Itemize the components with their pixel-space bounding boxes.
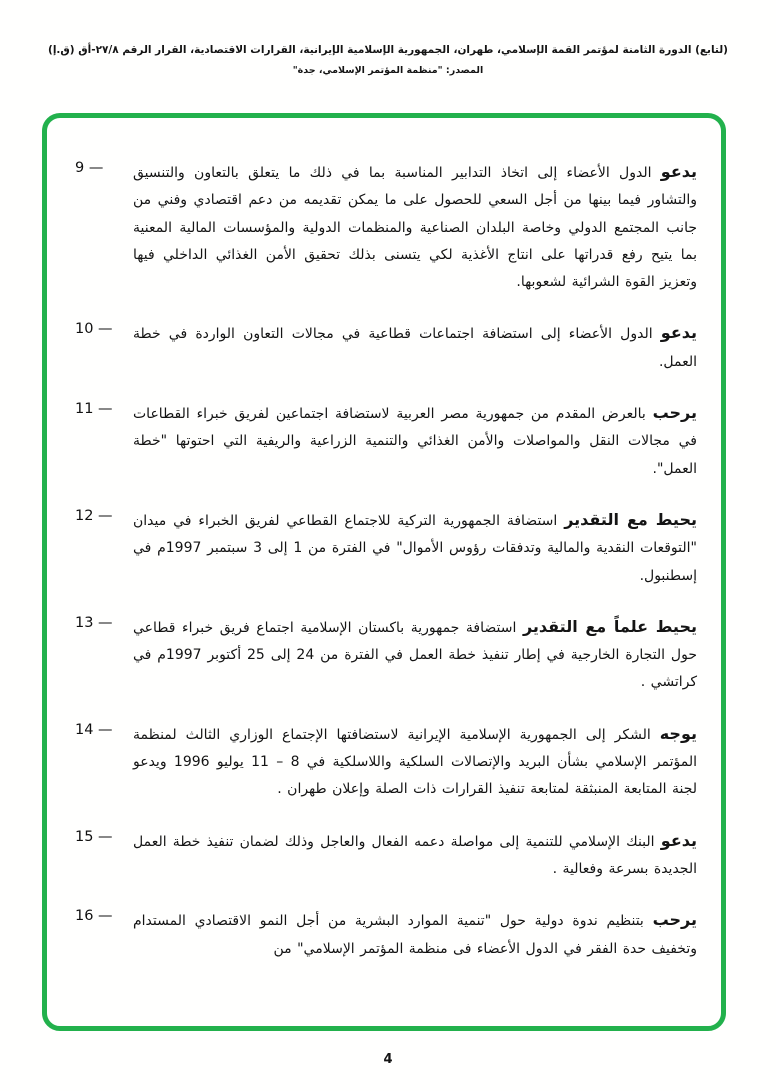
item-text: [133, 504, 697, 590]
list-item: [75, 397, 697, 483]
header-source-line: المصدر: "منظمة المؤتمر الإسلامي، جدة": [292, 65, 484, 76]
item-lead: يرحب: [652, 910, 697, 930]
item-body: بتنظيم ندوة دولية حول "تنمية الموارد البشرية من أجل النمو الاقتصادي المستدام وتخفيف حدة الفقر في الدول الأعضاء فى منظمة المؤتمر الإسلامي" من: [133, 913, 697, 957]
resolution-border-frame: [42, 113, 726, 1031]
item-body: البنك الإسلامي للتنمية إلى مواصلة دعمه الفعال والعاجل وذلك لضمان تنفيذ خطة العمل الجديدة بسرعة وفعالية .: [133, 833, 697, 877]
item-number: 16 —: [75, 908, 113, 925]
list-item: [75, 904, 697, 963]
list-item: [75, 156, 697, 296]
item-text: [133, 156, 697, 296]
list-item: [75, 825, 697, 884]
item-lead: يدعو: [660, 830, 697, 850]
list-item: [75, 504, 697, 590]
item-number: 13 —: [75, 614, 113, 631]
header-title-line: (لتابع) الدورة الثامنة لمؤتمر القمة الإسلامي، طهران، الجمهورية الإسلامية الإيرانية، القرارات الاقتصادية، القرار الرقم ٢٧/٨-أق (ق.إ): [48, 44, 728, 56]
item-body: بالعرض المقدم من جمهورية مصر العربية لاستضافة اجتماعين لفريق خبراء القطاعات في مجالات النقل والمواصلات والأمن الغذائي والتنمية الزراعية والريفية التي احتوتها "خطة العمل".: [133, 406, 697, 477]
item-number: 12 —: [75, 507, 113, 524]
item-number: 15 —: [75, 828, 113, 845]
item-body: الدول الأعضاء إلى استضافة اجتماعات قطاعية في مجالات التعاون الواردة في خطة العمل.: [133, 326, 697, 370]
item-text: [133, 611, 697, 697]
item-body: استضافة الجمهورية التركية للاجتماع القطاعي لفريق الخبراء في ميدان "التوقعات النقدية والمالية وتدفقات رؤوس الأموال" في الفترة من 1 إلى 3 سبتمبر 1997م في إسطنبول.: [133, 512, 697, 584]
item-text: [133, 317, 697, 376]
item-lead: يوجه: [659, 723, 697, 743]
item-lead: يدعو: [660, 162, 697, 181]
list-item: [75, 611, 697, 697]
item-lead: يحيط علماً مع التقدير: [522, 616, 697, 636]
item-body: استضافة جمهورية باكستان الإسلامية اجتماع فريق خبراء قطاعي حول التجارة الخارجية في إطار تنفيذ خطة العمل في الفترة من 24 إلى 25 أكتوبر 1997م في كراتشي .: [133, 619, 697, 691]
item-lead: يحيط مع التقدير: [564, 509, 697, 529]
item-text: [133, 718, 697, 804]
item-body: الشكر إلى الجمهورية الإسلامية الإيرانية لاستضافتها الإجتماع الوزاري الثالث لمنظمة المؤتمر الإسلامي بشأن البريد والإتصالات السلكية واللاسلكية في 8 – 11 يوليو 1996 ويدعو لجنة المتابعة المنبثقة لمتابعة تنفيذ القرارات ذات الصلة وإعلان طهران .: [133, 726, 697, 798]
item-lead: يرحب: [652, 403, 697, 423]
item-text: [133, 904, 697, 963]
item-body: الدول الأعضاء إلى اتخاذ التدابير المناسبة بما في ذلك ما يتعلق بالتعاون والتنسيق والتشاور فيما بينها من أجل السعي للحصول على ما يمكن تقديمه من دعم اقتصادي وفني من جانب المجتمع الدولي وخاصة البلدان الصناعية والمنظمات الدولية والمؤسسات المالية المعنية بما يتيح رفع قدراتها على انتاج الأغذية لكي يتسنى بذلك تحقيق الأمن الغذائي الداخلي فيها وتعزيز القوة الشرائية لشعوبها.: [133, 165, 697, 291]
item-lead: يدعو: [660, 323, 697, 343]
item-number: 9 —: [75, 160, 104, 176]
item-number: 14 —: [75, 721, 113, 738]
list-item: [75, 317, 697, 376]
item-text: [133, 397, 697, 483]
item-text: [133, 825, 697, 884]
item-number: 11 —: [75, 401, 113, 418]
list-item: [75, 718, 697, 804]
page-number: 4: [383, 1052, 393, 1067]
document-header: [30, 44, 746, 76]
item-number: 10 —: [75, 321, 113, 338]
